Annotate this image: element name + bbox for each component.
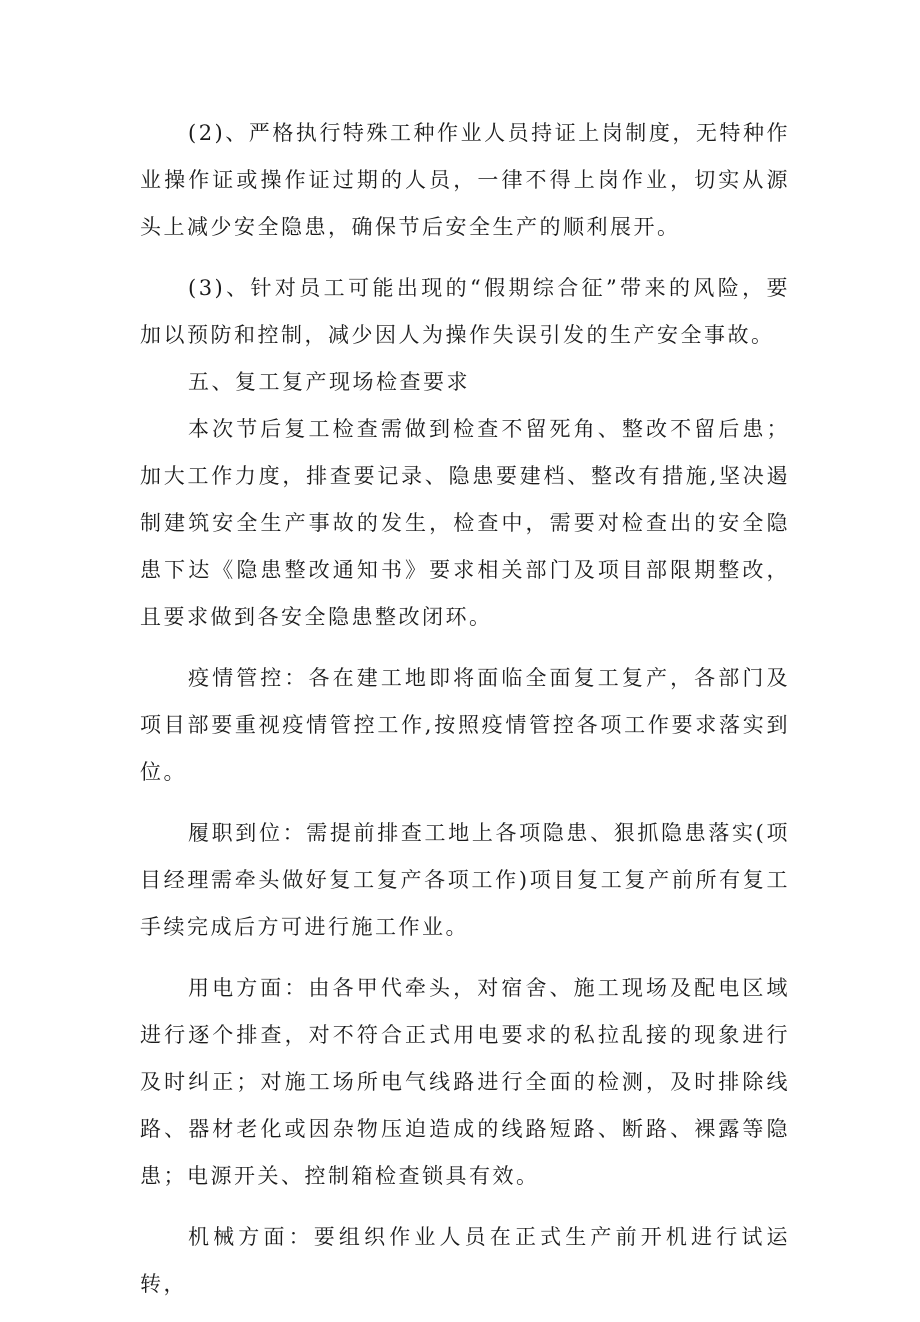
paragraph-epidemic-control: 疫情管控：各在建工地即将面临全面复工复产，各部门及项目部要重视疫情管控工作,按照疫情管控各项工作要求落实到位。 bbox=[140, 666, 790, 784]
section-heading-inspection-requirements: 五、复工复产现场检查要求 bbox=[188, 370, 470, 394]
document-body bbox=[140, 110, 790, 1322]
paragraph-electricity: 用电方面：由各甲代牵头，对宿舍、施工现场及配电区域进行逐个排查，对不符合正式用电要求的私拉乱接的现象进行及时纠正；对施工场所电气线路进行全面的检测，及时排除线路、器材老化或因杂物压迫造成的线路短路、断路、裸露等隐患；电源开关、控制箱检查锁具有效。 bbox=[140, 976, 790, 1188]
paragraph-item-2-certification: (2)、严格执行特殊工种作业人员持证上岗制度，无特种作业操作证或操作证过期的人员，一律不得上岗作业，切实从源头上减少安全隐患，确保节后安全生产的顺利展开。 bbox=[140, 121, 790, 239]
paragraph-item-3-holiday-syndrome: (3)、针对员工可能出现的“假期综合征”带来的风险，要加以预防和控制，减少因人为操作失误引发的生产安全事故。 bbox=[140, 276, 790, 347]
paragraph-machinery: 机械方面：要组织作业人员在正式生产前开机进行试运转， bbox=[140, 1225, 790, 1296]
paragraph-inspection-overview: 本次节后复工检查需做到检查不留死角、整改不留后患；加大工作力度，排查要记录、隐患要建档、整改有措施,坚决遏制建筑安全生产事故的发生，检查中，需要对检查出的安全隐患下达《隐患整改通知书》要求相关部门及项目部限期整改，且要求做到各安全隐患整改闭环。 bbox=[140, 417, 790, 629]
paragraph-duty-fulfillment: 履职到位：需提前排查工地上各项隐患、狠抓隐患落实(项目经理需牵头做好复工复产各项工作)项目复工复产前所有复工手续完成后方可进行施工作业。 bbox=[140, 821, 790, 939]
